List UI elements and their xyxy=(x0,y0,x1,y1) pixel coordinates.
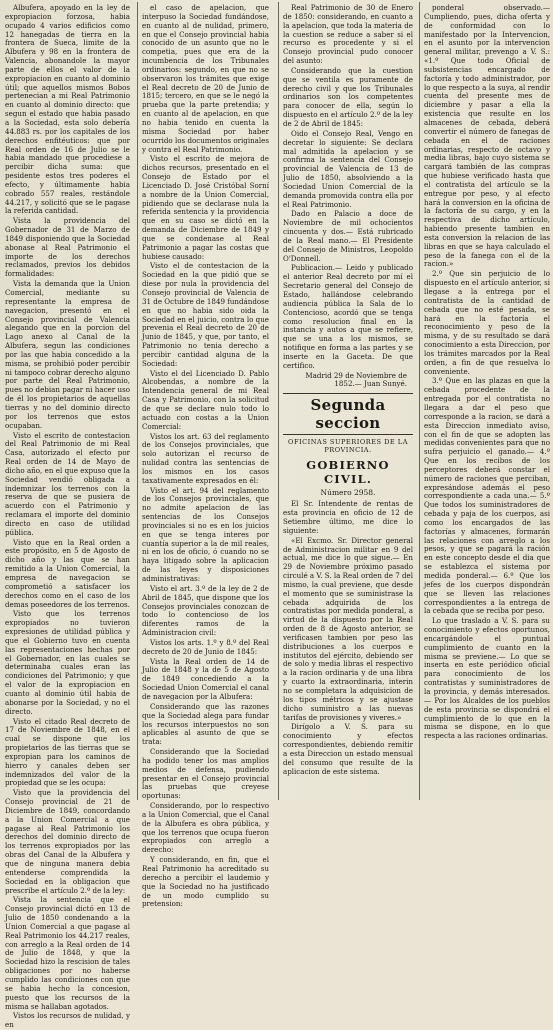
paragraph: Considerando que la Sociedad ha podido tener los mas amplios medios de defensa, pudiendo presentar en el Consejo provincial las pruebas que creyese oportunas: xyxy=(142,747,269,801)
paragraph: Vistos los arts. 1.º y 8.º del Real decreto de 20 de Junio de 1845: xyxy=(142,637,269,656)
paragraph: Visto el art. 3.º de la ley de 2 de Abril de 1845, que dispone que los Consejos provinciales conozcan de todo lo contencioso de los diferentes ramos de la Administracion civil: xyxy=(142,583,269,638)
paragraph: Vistos los art. 63 del reglamento de los Consejos provinciales, que solo autorizan el recurso de nulidad contra las sentencias de los mismos en los casos taxativamente expresados en él: xyxy=(142,431,269,485)
column-4 xyxy=(424,4,550,798)
paragraph: Visto el citado Real decreto de 17 de Noviembre de 1848, en el cual se dispone que los propietarios de las tierras que se expropian para los caminos de hierro y canales deben ser indemnizados del valor de la propiedad que se les ocupa: xyxy=(5,716,130,788)
paragraph: Considerando que la cuestion que se ventila es puramente de derecho civil y que los Tribunales ordinarios son los competentes para conocer de ella, según lo dispuesto en el artículo 2.º de la ley de 2 de Abril de 1845: xyxy=(283,65,413,128)
gobierno-civil-heading: GOBIERNO CIVIL. xyxy=(306,458,390,487)
column-2 xyxy=(142,3,269,909)
paragraph: Visto el escrito de contestacion del Real Patrimonio de mi Real Casa, autorizado el efecto por Real orden de 14 de Mayo de dicho año, en el que expuso que la Sociedad vendió obligada a indemnizar los terrenos con la reserva de que se pusiera de acuerdo con el Patrimonio y reclamara el importe del dominio directo en caso de utilidad pública. xyxy=(5,430,130,537)
paragraph: Vista la sentencia que el Consejo provincial dictó en 13 de Julio de 1850 condenando a la Union Comercial a que pagase al Real Patrimonio los 44.217 reales, con arreglo a la Real orden de 14 de Julio de 1848, y que la Sociedad hizo la rescision de tales obligaciones por no haberse cumplido las condiciones con que se habia hecho la concesion, puesto que los recursos de la misma se hallaban agotados. xyxy=(5,895,130,1011)
paragraph: Visto el art. 94 del reglamento de los Consejos provinciales, que no admite apelacion de las sentencias de los Consejos provinciales si no es en los juicios en que se tenga interes por cuantía superior a la de mil reales, ni en los de oficio, ó cuando no se haya litigado sobre la aplicacion de las leyes y disposiciones administrativas: xyxy=(142,485,269,583)
paragraph: Lo que traslado a V. S. para su conocimiento y efectos oportunos, encargándole el puntual cumplimiento de cuanto en la misma se previene.— Lo que se inserta en este periódico oficial para conocimiento de los contratistas y suministradores de la provincia, y demás interesados.— Por los Alcaldes de los pueblos de esta provincia se dispondrá el cumplimiento de lo que en la misma se dispone, en lo que respecta a las raciones ordinarias. xyxy=(424,616,550,741)
paragraph: ponderal observado.— Cumpliendo, pues, dicha oferta y de conformidad con lo manifestado por la Intervencion, en el asunto por la intervencion general militar, prevengo a V. S.: «1.º Que todo Oficial de subsistencias encargado de factoría y todo administrador, por lo que respecto a la suya, al rendir cuenta del presente mes de diciembre y pasar a ella la existencia que resulte en los almacenes de cebada, deberá convertir el número de fanegas de cebada en el de raciones ordinarias, respecto de octavo y media libras, bajo cuyo sistema se cargará también de las compras que hubiese verificado hasta que el contratista del artículo se la entregue por peso, y al efecto hará la conversion en la oficina de la factoría de su cargo, y en la respectiva de dicho artículo, habiendo presente tambien en esta conversion la relacion de las libras en que se haya calculado el peso de la fanega con el de la racion.» xyxy=(424,3,550,269)
column-rule-2 xyxy=(278,2,279,800)
column-rule-3 xyxy=(419,2,420,800)
signature-line: Madrid 29 de Noviembre de 1852.— Juan Sunyé. xyxy=(305,370,407,389)
paragraph: Visto que los terrenos expropiados no tuvieron expresiones de utilidad pública y que el Gobierno tuvo en cuenta las representaciones hechas por el Gobernador, en las cuales se determinaba cuales eran las condiciones del Patrimonio; y que el valor de la expropiacion en cuanto al dominio útil habia de abonarse por la Sociedad, y no el directo. xyxy=(5,609,130,716)
paragraph: El Sr. Intendente de rentas de esta provincia en oficio de 12 de Setiembre último, me dice lo siguiente: xyxy=(283,499,413,535)
paragraph: Dado en Palacio a doce de Noviembre de mil ochocientos cincuenta y dos.— Está rubricado de la Real mano.— El Presidente del Consejo de Ministros, Leopoldo O'Donnell. xyxy=(283,209,413,263)
paragraph: Visto el escrito de mejora de dichos recursos, presentado en el Consejo de Estado por el Licenciado D. José Cristóbal Sorní a nombre de la Union Comercial, pidiendo que se declarase nula la referida sentencia y la providencia que en su caso se dictó en la demanda de Diciembre de 1849 y que se condenase al Real Patrimonio a pagar las costas que hubiese causado: xyxy=(142,154,269,261)
paragraph: Y considerando, en fin, que el Real Patrimonio ha acreditado su derecho a percibir el laudemio y que la Sociedad no ha justificado de un modo cumplido su pretension: xyxy=(142,855,269,909)
paragraph: Vista la demanda que la Union Comercial, mediante su representante la empresa de navegacion, presentó en el Consejo provincial de Valencia alegando que en la porcion del Lago anexo al Canal de la Albufera, segun las condiciones por las que habia concedido a la misma, se prohibió poder percibir ni tampoco cobrar derecho alguno por parte del Real Patrimonio, pues no debian pagar ni hacer uso de él los propietarios de aquellas tierras y no del dominio directo por los terrenos que estos ocupaban. xyxy=(5,279,130,430)
column-1 xyxy=(5,3,130,1030)
column-3 xyxy=(283,4,413,798)
paragraph: Visto que la providencia del Consejo provincial de 21 de Diciembre de 1849, concordando a la Union Comercial a que pagase al Real Patrimonio los derechos del dominio directo de los terrenos expropiados por las obras del Canal de la Albufera y que de ninguna manera debia entenderse comprendida la Sociedad en la obligacion que prescribe el artículo 2.º de la ley: xyxy=(5,788,130,895)
section-subtitle: OFICINAS SUPERIORES DE LA PROVINCIA. xyxy=(288,438,408,455)
paragraph: Real Patrimonio de 30 de Enero de 1850: considerando, en cuanto a la apelacion, que toda la materia de la cuestion se reduce a saber si el recurso es procedente y si el Consejo provincial pudo conocer del asunto: xyxy=(283,3,413,66)
paragraph: Considerando que las razones que la Sociedad alega para fundar los recursos interpuestos no son aplicables al asunto de que se trata: xyxy=(142,701,269,747)
section-title: Segunda seccion xyxy=(283,393,413,435)
paragraph: Considerando, por lo respectivo a la Union Comercial, que el Canal de la Albufera es obra pública, y que los terrenos que ocupa fueron expropiados con arreglo a derecho: xyxy=(142,801,269,855)
paragraph: Vistos los recursos de nulidad, y en xyxy=(5,1011,130,1030)
paragraph: Visto el del Licenciado D. Pablo Alcobendas, a nombre de la Intendencia general de mi Real Casa y Patrimonio, con la solicitud de que se declare nulo todo lo actuado con costas a la Union Comercial: xyxy=(142,368,269,431)
paragraph: 3.º Que en las plazas en que la cebada procedente de la entregada por el contratista no llegara a dar el peso que corresponde a la racion, se dará a esta Direccion inmediato aviso, con el fin de que se adopten las medidas convenientes para que no sufra perjuicio el ganado.— 4.º Que en los recibos de los perceptores deberá constar el número de raciones que perciban, expresándose además el peso correspondiente a cada una.— 5.º Que todos los suministradores de cebada y paja de los cuerpos, asi como los encargados de las factorías y almacenes, formarán las relaciones con arreglo a los pesos, y que se pagará la ración en este concepto desde el dia que se establezca el sistema por medida ponderal.— 6.º Que los jefes de los cuerpos dispondrán que se lleven las relaciones correspondientes a la entrega de la cebada que se reciba por peso. xyxy=(424,376,550,616)
paragraph: «El Excmo. Sr. Director general de Administracion militar en 9 del actual, me dice lo que sigue.— En 29 de Noviembre próximo pasado circulé a V. S. la Real orden de 7 del mismo, la cual previene, que desde el momento que se suministrase la cebada adquirida de los contratistas por medida ponderal, a virtud de la dispuesto por la Real orden de 8 de Agosto anterior, se verificasen tambien por peso las distribuciones a los cuerpos e institutos del ejército, debiendo ser de solo y media libras el respectivo a la racion ordinaria y de una libra y cuarto la extraordinaria, interin no se completara la adquisicion de los tipos métricos y se ajustase dicho suministro a las nuevas tarifas de provisiones y viveres.» xyxy=(283,535,413,722)
paragraph: Vista la providencia del Gobernador de 31 de Marzo de 1849 disponiendo que la Sociedad abonase al Real Patrimonio el importe de los derechos reclamados, previos los debidos formalidades: xyxy=(5,216,130,279)
paragraph: Dirígolo a V. S. para su conocimiento y efectos correspondientes, debiendo remitir a esta Direccion un estado mensual del consumo que resulte de la aplicacion de este sistema. xyxy=(283,722,413,776)
paragraph: Visto el de contestacion de la Sociedad en la que pidió que se diese por nula la providencia del Consejo provincial de Valencia de 31 de Octubre de 1849 fundándose en que no habia sido oida la Sociedad en el juicio, contra lo que prevenia el Real decreto de 20 de Junio de 1845, y que, por tanto, el Patrimonio no tenia derecho a percibir cantidad alguna de la Sociedad: xyxy=(142,261,269,368)
paragraph: Oido el Consejo Real, Vengo en decretar lo siguiente: Se declara mal admitida la apelacion y se confirma la sentencia del Consejo provincial de Valencia de 13 de Julio de 1850, absolviendo a la Sociedad Union Comercial de la demanda promovida contra ella por el Real Patrimonio. xyxy=(283,128,413,209)
paragraph: Publicacion.— Leido y publicado el anterior Real decreto por mí el Secretario general del Consejo de Estado, hallándose celebrando audiencia pública la Sala de lo Contencioso, acordó que se tenga como resolucion final en la instancia y autos a que se refiere, que se una a los mismos, se notifique en forma a las partes y se inserte en la Gaceta. De que certifico. xyxy=(283,263,413,370)
column-rule-1 xyxy=(137,2,138,800)
document-number: Número 2958. xyxy=(320,488,376,498)
paragraph: el caso de apelacion, que interpuso la Sociedad fundándose, en cuanto al de nulidad, primero, en que el Consejo provincial habia conocido de un asunto que no le competia, pues que era de la incumbencia de los Tribunales ordinarios: segundo, en que no se observaron los trámites que exige el Real decreto de 20 de Junio de 1815; tercero, en que se le negó la prueba que la parte pretendia; y en cuanto al de apelacion, en que no habia tenido en cuenta la misma Sociedad por haber ocurrido los documentos originales y contra el Real Patrimonio. xyxy=(142,3,269,154)
paragraph: Visto que en la Real orden a este propósito, en 5 de Agosto de dicho año y las que se han remitido a la Union Comercial, la empresa de navegacion se comprometió a satisfacer los derechos como en el caso de los demas poseedores de los terrenos. xyxy=(5,537,130,609)
paragraph: Albufera, apoyado en la ley de expropiacion forzosa, habia ocupado 4 varios edificios como 12 hanegadas de tierra en la frontera de Sueca, limite de la Albufera y 98 en la frontera de Valencia, abonandole la mayor parte de ellos el valor de la expropiacion en cuanto al dominio útil; que aquellos mismos Bobos pertenecian a mi Real Patrimonio en cuanto al dominio directo: que segun el estado que habia pasado a la Sociedad, esta solo debería 44.883 rs. por los capitales de los derechos enfitéuticos: que por Real orden de 16 de Julio se le habia mandado que procediese a percibir dicha suma: que pesidente estos tres poderes el efecto, y últimamente habia cobrado 557 reales, restándole 44.217, y solicitó que se le pagase la referida cantidad. xyxy=(5,3,130,216)
paragraph: 2.º Que sin perjuicio de lo dispuesto en el artículo anterior, si llegase a la entrega por el contratista de la cantidad de cebada que no esté pesada, se hará en la factoría el reconocimiento y peso de la misma, y de su resultado se dará conocimiento a esta Direccion, por los trámites marcados por la Real orden, a fin de que resuelva lo conveniente. xyxy=(424,269,550,376)
paragraph: Vista la Real orden de 14 de Julio de 1848 y la de 5 de Agosto de 1849 concediendo a la Sociedad Union Comercial el canal de navegacion por la Albufera: xyxy=(142,656,269,701)
